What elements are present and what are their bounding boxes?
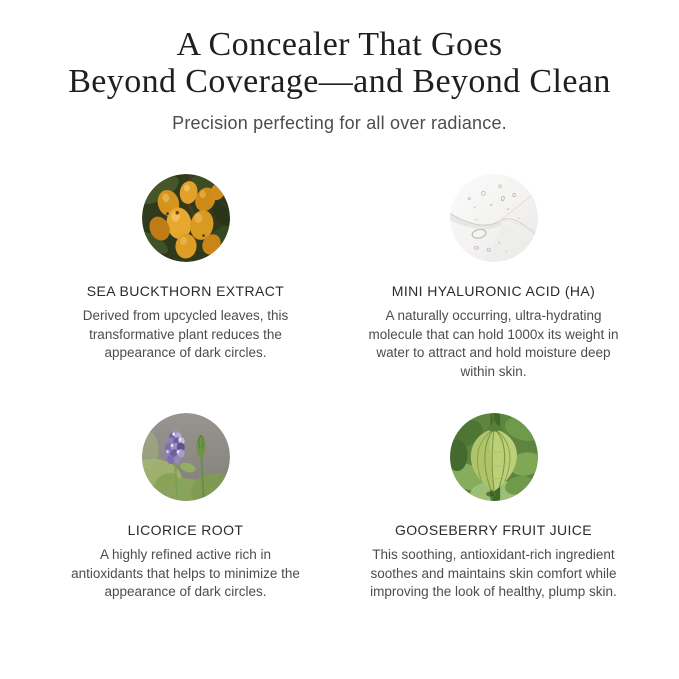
ingredient-grid <box>32 174 648 602</box>
ingredient-card-licorice-root <box>32 413 340 602</box>
hyaluronic-acid-gel-photo <box>450 174 538 262</box>
ingredient-description: A highly refined active rich in antioxidants that helps to minimize the appearance of dark circles. <box>71 547 300 599</box>
ingredient-card-sea-buckthorn <box>32 174 340 381</box>
ingredient-card-hyaluronic-acid <box>340 174 648 381</box>
ingredient-name: LICORICE ROOT <box>127 522 244 538</box>
ingredient-description: Derived from upcycled leaves, this transformative plant reduces the appearance of dark circles. <box>82 308 289 360</box>
ingredient-description: This soothing, antioxidant-rich ingredient soothes and maintains skin comfort while improving the look of healthy, plump skin. <box>370 547 617 599</box>
header <box>0 26 679 134</box>
ingredient-card-gooseberry <box>340 413 648 602</box>
page-title-line1: A Concealer That Goes <box>176 26 503 63</box>
ingredient-name: MINI HYALURONIC ACID (HA) <box>391 283 596 299</box>
sea-buckthorn-berries-photo <box>142 174 230 262</box>
page-title-line2: Beyond Coverage—and Beyond Clean <box>68 63 611 100</box>
ingredient-name: GOOSEBERRY FRUIT JUICE <box>394 522 593 538</box>
gooseberry-fruit-photo <box>450 413 538 501</box>
page-title <box>0 26 679 100</box>
page-subtitle: Precision perfecting for all over radiance. <box>172 113 507 133</box>
ingredient-name: SEA BUCKTHORN EXTRACT <box>86 283 285 299</box>
ingredient-description: A naturally occurring, ultra-hydrating molecule that can hold 1000x its weight in water to attract and hold moisture deep within skin. <box>368 308 619 379</box>
licorice-root-flower-photo <box>142 413 230 501</box>
